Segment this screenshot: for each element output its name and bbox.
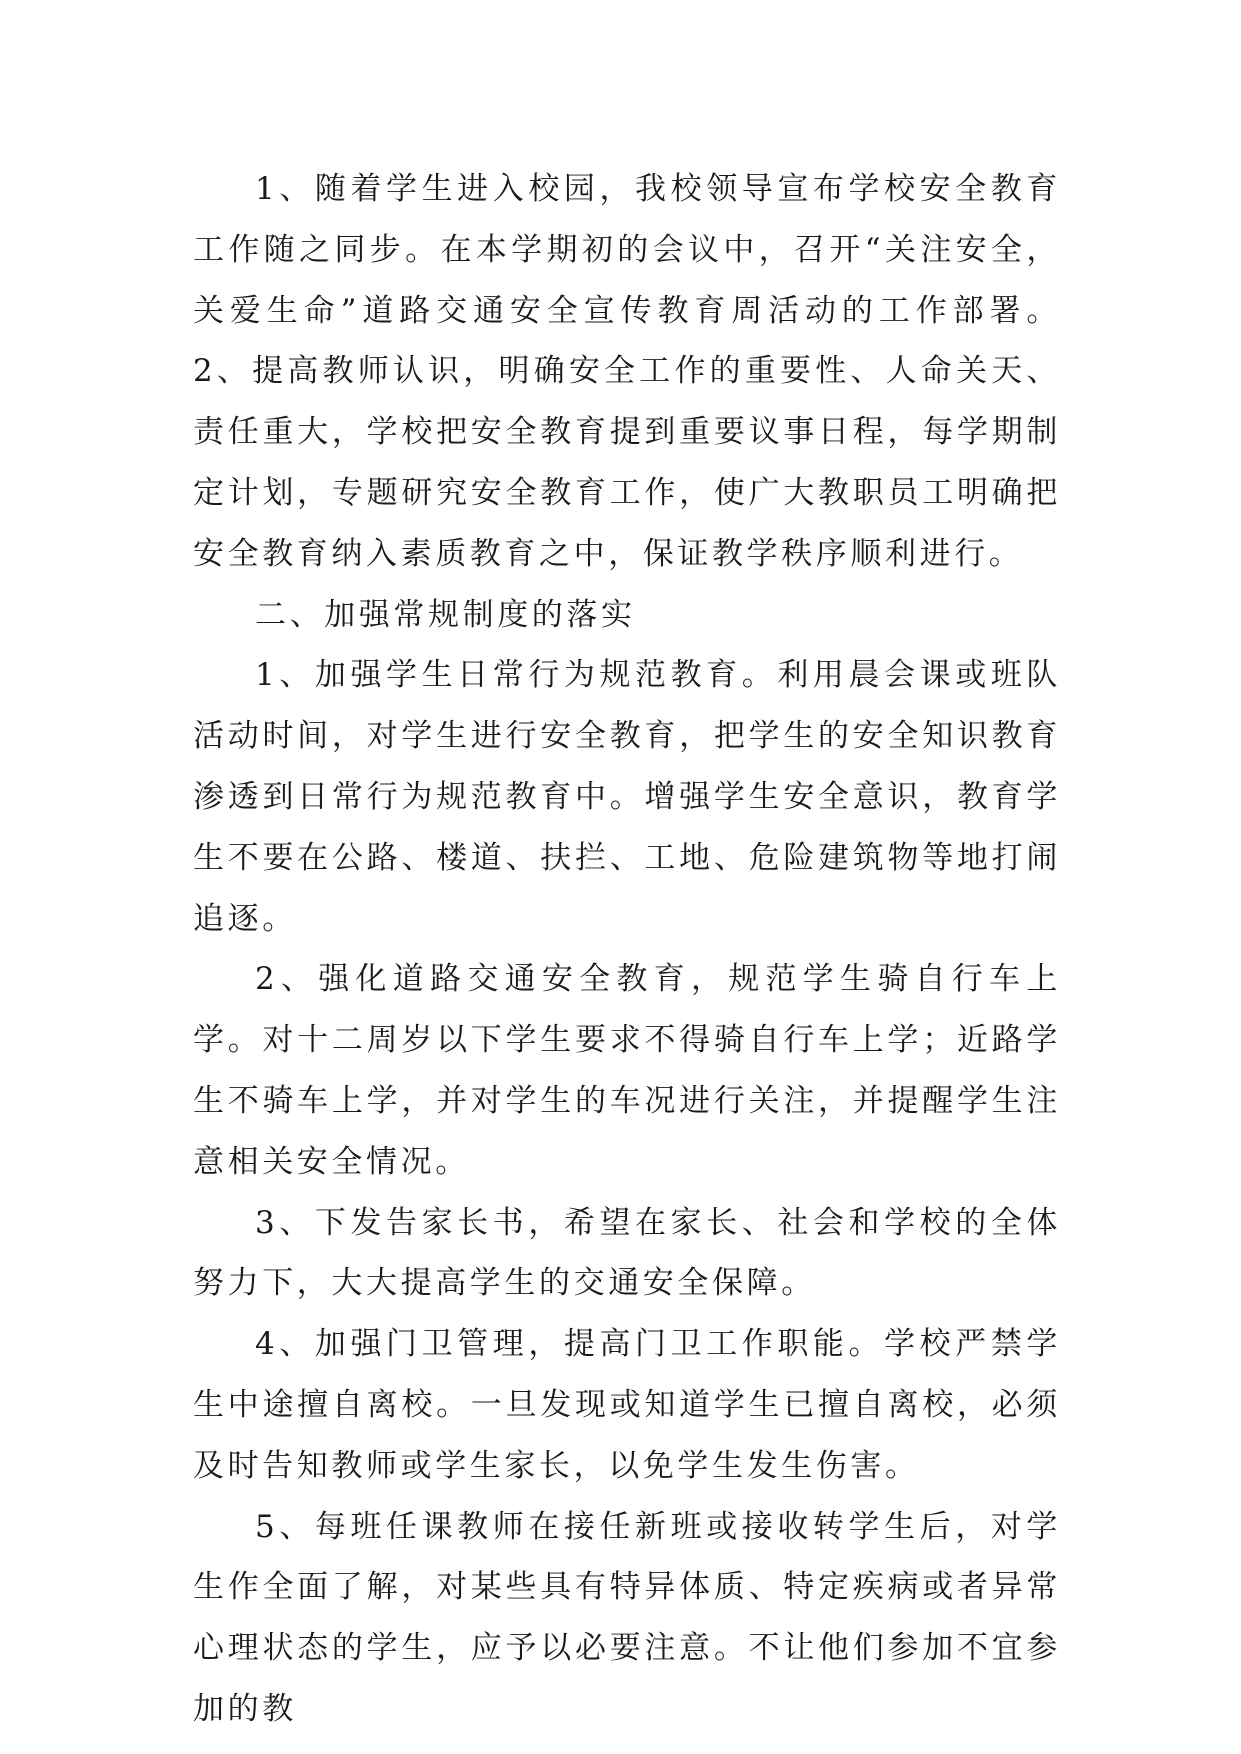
document-body <box>193 159 1061 1740</box>
paragraph-5: 4、加强门卫管理，提高门卫工作职能。学校严禁学生中途擅自离校。一旦发现或知道学生已擅自离校，必须及时告知教师或学生家长，以免学生发生伤害。 <box>193 1326 1061 1484</box>
section-heading: 二、加强常规制度的落实 <box>255 596 636 633</box>
paragraph-3: 2、强化道路交通安全教育，规范学生骑自行车上学。对十二周岁以下学生要求不得骑自行车上学；近路学生不骑车上学，并对学生的车况进行关注，并提醒学生注意相关安全情况。 <box>193 961 1061 1180</box>
paragraph-4: 3、下发告家长书，希望在家长、社会和学校的全体努力下，大大提高学生的交通安全保障。 <box>193 1204 1061 1302</box>
paragraph-2: 1、加强学生日常行为规范教育。利用晨会课或班队活动时间，对学生进行安全教育，把学生的安全知识教育渗透到日常行为规范教育中。增强学生安全意识，教育学生不要在公路、楼道、扶拦、工地、危险建筑物等地打闹追逐。 <box>193 657 1061 937</box>
paragraph-1: 1、随着学生进入校园，我校领导宣布学校安全教育工作随之同步。在本学期初的会议中，召开“关注安全，关爱生命”道路交通安全宣传教育周活动的工作部署。2、提高教师认识，明确安全工作的重要性、人命关天、责任重大，学校把安全教育提到重要议事日程，每学期制定计划，专题研究安全教育工作，使广大教职员工明确把安全教育纳入素质教育之中，保证教学秩序顺利进行。 <box>193 171 1061 572</box>
paragraph-6: 5、每班任课教师在接任新班或接收转学生后，对学生作全面了解，对某些具有特异体质、特定疾病或者异常心理状态的学生，应予以必要注意。不让他们参加不宜参加的教 <box>193 1508 1061 1727</box>
